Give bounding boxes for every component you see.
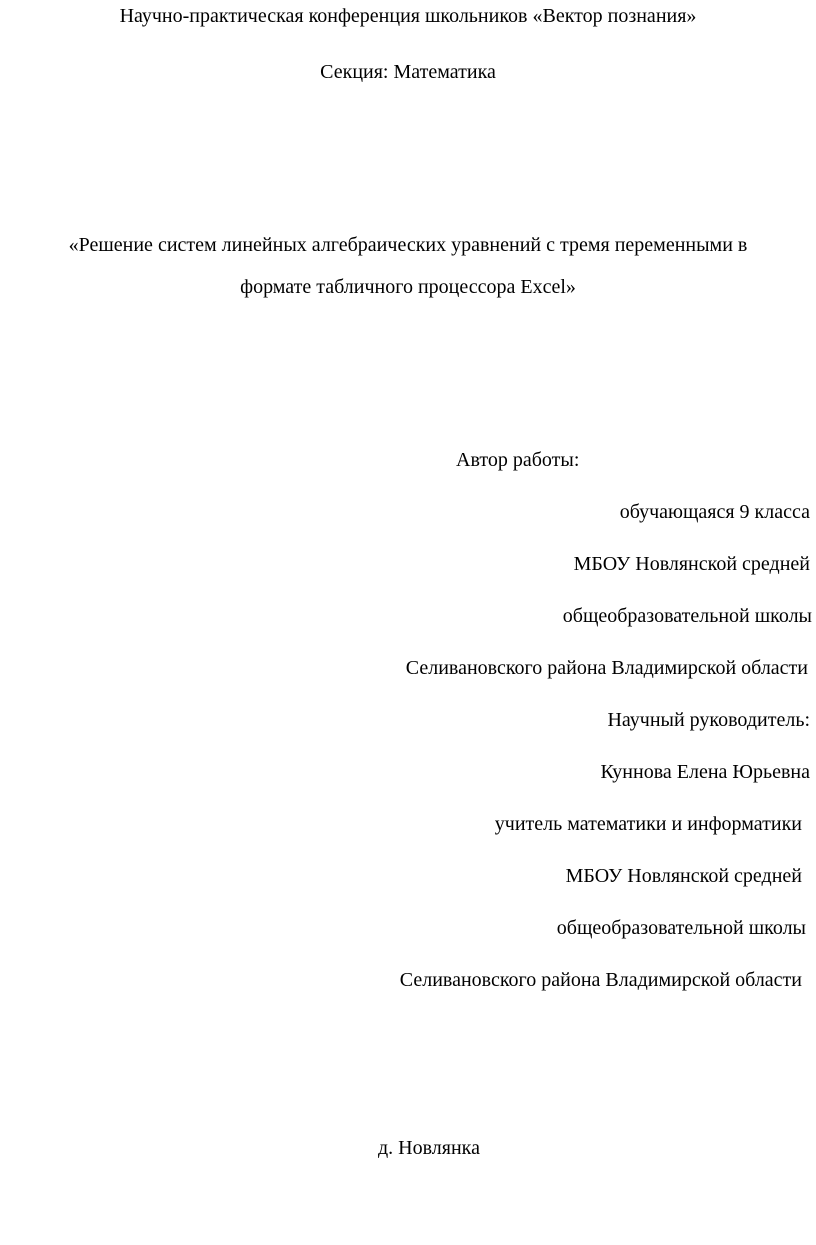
- author-school-line-2: общеобразовательной школы: [562, 605, 812, 627]
- supervisor-heading: Научный руководитель:: [607, 709, 810, 731]
- conference-title: Научно-практическая конференция школьников «Вектор познания»: [119, 5, 697, 27]
- place-label: д. Новлянка: [378, 1137, 480, 1159]
- author-heading: Автор работы:: [456, 449, 580, 471]
- author-district: Селивановского района Владимирской области: [405, 657, 808, 679]
- work-title-line-2: формате табличного процессора Excel»: [240, 276, 576, 298]
- supervisor-district: Селивановского района Владимирской области: [399, 969, 802, 991]
- author-grade: обучающаяся 9 класса: [619, 501, 810, 523]
- supervisor-name: Куннова Елена Юрьевна: [600, 761, 810, 783]
- supervisor-school-line-2: общеобразовательной школы: [556, 917, 806, 939]
- section-label: Секция: Математика: [320, 61, 496, 83]
- author-school-line-1: МБОУ Новлянской средней: [573, 553, 810, 575]
- supervisor-position: учитель математики и информатики: [494, 813, 802, 835]
- supervisor-school-line-1: МБОУ Новлянской средней: [565, 865, 802, 887]
- work-title-line-1: «Решение систем линейных алгебраических уравнений с тремя переменными в: [68, 234, 748, 256]
